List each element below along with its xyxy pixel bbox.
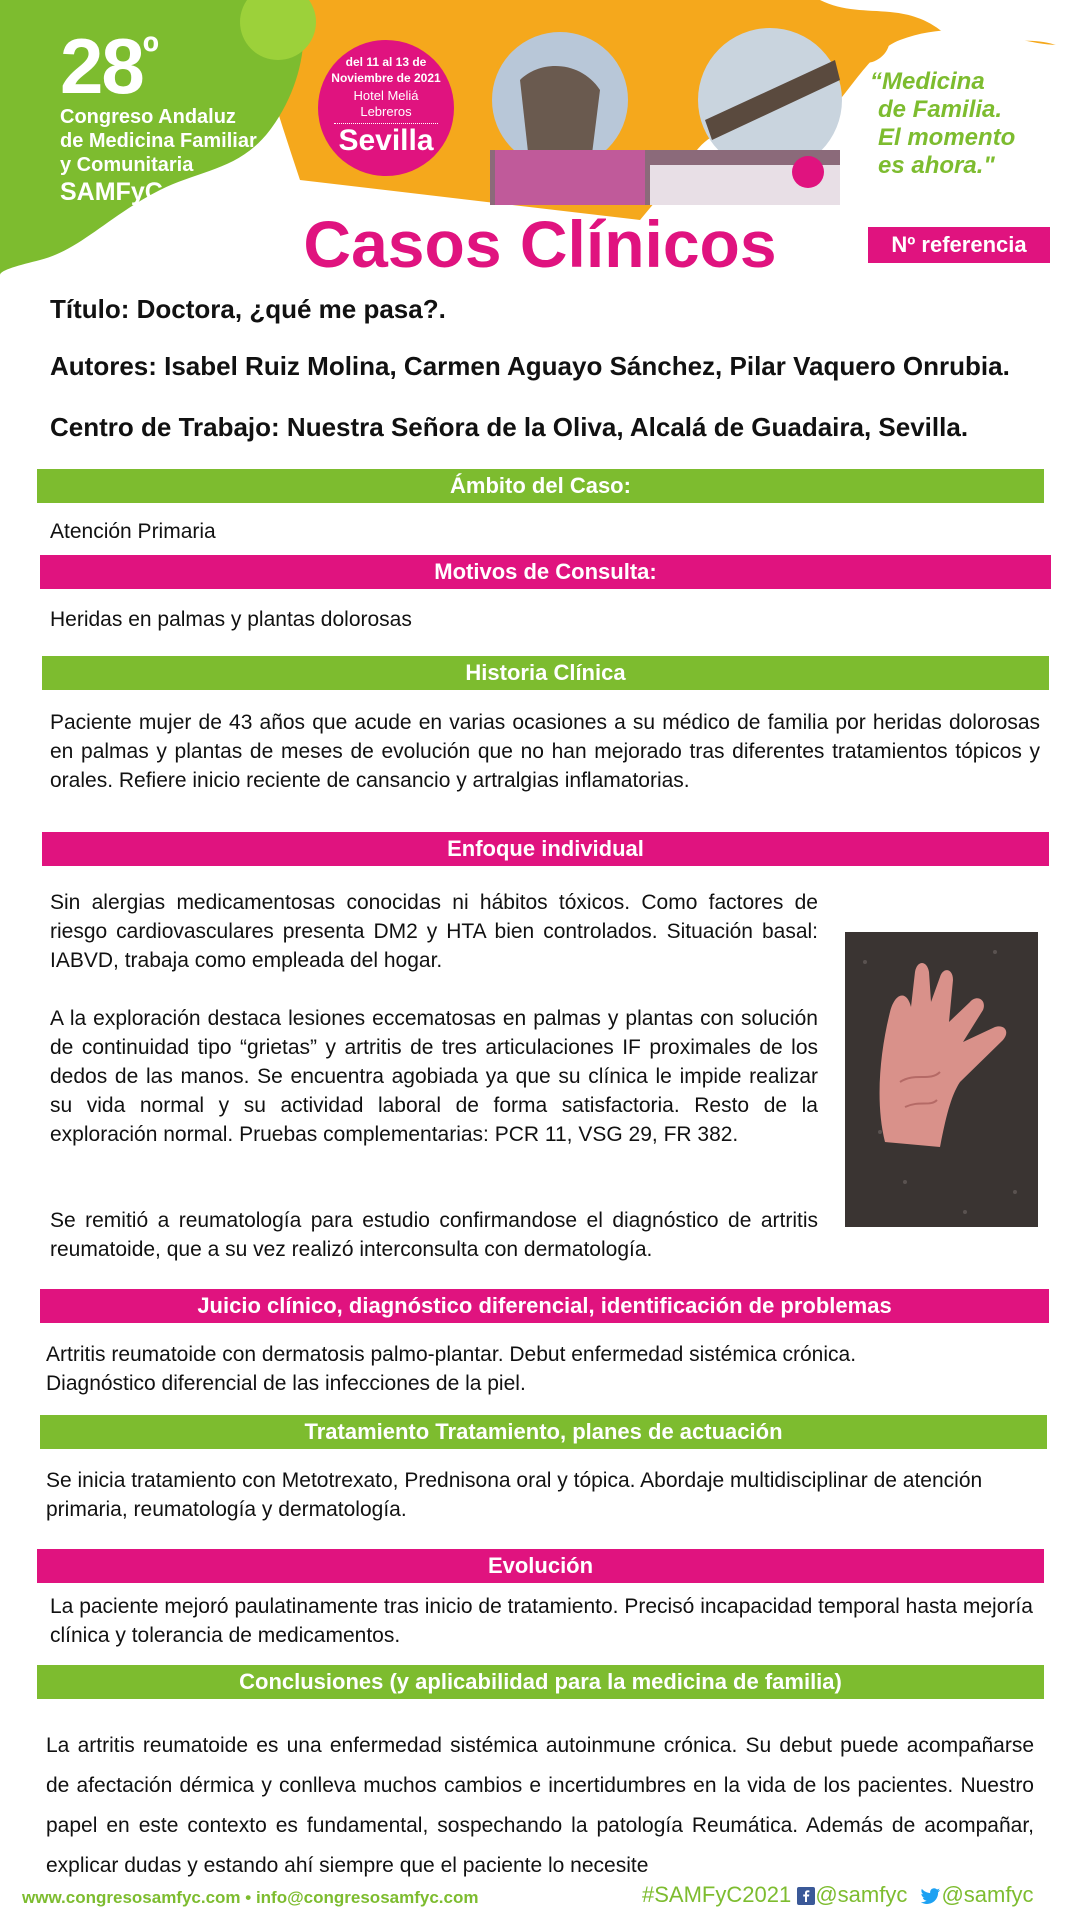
congress-org: SAMFyC bbox=[60, 178, 163, 206]
congress-line-3: y Comunitaria bbox=[60, 154, 194, 176]
congress-logo bbox=[60, 14, 257, 207]
quote-line-3: El momento bbox=[878, 124, 1016, 151]
twitter-icon bbox=[921, 1885, 941, 1911]
slogan-quote bbox=[870, 68, 1016, 180]
section-text-conclusiones: La artritis reumatoide es una enfermedad sistémica autoinmune crónica. Su debut puede acompañarse de afectación dérmica y conlleva muchos cambios e incertidumbres en la vida de los pacientes. Nuestro papel en este contexto es fundamental, sospechando la patología Reumática. Además de acompañar, explicar dudas y estando ahí siempre que el paciente lo necesite bbox=[46, 1734, 1034, 1877]
section-text-enfoque-1: Sin alergias medicamentosas conocidas ni hábitos tóxicos. Como factores de riesgo cardiovasculares presenta DM2 y HTA bien controlados. Situación basal: IABVD, trabaja como empleada del hogar. bbox=[50, 891, 818, 972]
section-heading-evolucion: Evolución bbox=[37, 1549, 1044, 1583]
section-heading-motivos: Motivos de Consulta: bbox=[40, 555, 1051, 589]
case-title: Título: Doctora, ¿qué me pasa?. bbox=[50, 294, 446, 324]
footer-social bbox=[642, 1882, 1033, 1911]
section-heading-conclusiones: Conclusiones (y aplicabilidad para la medicina de familia) bbox=[37, 1665, 1044, 1699]
date-line-2: Noviembre de 2021 bbox=[331, 71, 441, 85]
section-text-historia: Paciente mujer de 43 años que acude en varias ocasiones a su médico de familia por heridas dolorosas en palmas y plantas de meses de evolución que no han mejorado tras diferentes tratamientos tópicos y orales. Refiere inicio reciente de cansancio y artralgias inflamatorias. bbox=[50, 711, 1040, 792]
case-authors: Autores: Isabel Ruiz Molina, Carmen Aguayo Sánchez, Pilar Vaquero Onrubia. bbox=[50, 351, 1010, 381]
edition-suffix: º bbox=[142, 28, 157, 77]
quote-line-4: es ahora." bbox=[878, 152, 995, 179]
edition-number: 28 bbox=[60, 22, 143, 110]
section-text-juicio-1: Artritis reumatoide con dermatosis palmo-plantar. Debut enfermedad sistémica crónica. bbox=[46, 1343, 857, 1366]
clinical-photo-hand bbox=[845, 932, 1038, 1227]
section-heading-enfoque: Enfoque individual bbox=[42, 832, 1049, 866]
footer-twitter: @samfyc bbox=[941, 1882, 1034, 1907]
page-title: Casos Clínicos bbox=[303, 207, 777, 281]
section-text-ambito: Atención Primaria bbox=[50, 520, 216, 543]
section-text-enfoque-2: A la exploración destaca lesiones eccematosas en palmas y plantas con solución de continuidad tipo “grietas” y artritis de tres articulaciones IF proximales de los dedos de las manos. Se encuentra agobiada ya que su clínica le impide realizar su vida normal y su actividad laboral de forma satisfactoria. Resto de la exploración normal. Pruebas complementarias: PCR 11, VSG 29, FR 382. bbox=[50, 1007, 818, 1146]
congress-line-2: de Medicina Familiar bbox=[60, 130, 257, 152]
footer-facebook: @samfyc bbox=[815, 1882, 908, 1907]
quote-line-1: “Medicina bbox=[870, 68, 985, 95]
facebook-icon bbox=[797, 1885, 815, 1911]
section-text-tratamiento: Se inicia tratamiento con Metotrexato, Prednisona oral y tópica. Abordaje multidisciplinar de atención primaria, reumatología y dermatología. bbox=[46, 1469, 983, 1521]
section-heading-tratamiento: Tratamiento Tratamiento, planes de actuación bbox=[40, 1415, 1047, 1449]
section-text-motivos: Heridas en palmas y plantas dolorosas bbox=[50, 608, 412, 631]
venue: Hotel Meliá Lebreros bbox=[334, 88, 438, 124]
section-text-evolucion: La paciente mejoró paulatinamente tras inicio de tratamiento. Precisó incapacidad temporal hasta mejoría clínica y tolerancia de medicamentos. bbox=[50, 1595, 1033, 1647]
congress-line-1: Congreso Andaluz bbox=[60, 106, 236, 128]
date-badge bbox=[318, 40, 454, 176]
section-heading-historia: Historia Clínica bbox=[42, 656, 1049, 690]
date-line-1: del 11 al 13 de bbox=[345, 55, 427, 69]
city: Sevilla bbox=[338, 124, 434, 157]
section-heading-ambito: Ámbito del Caso: bbox=[37, 469, 1044, 503]
quote-line-2: de Familia. bbox=[878, 96, 1003, 123]
case-workplace: Centro de Trabajo: Nuestra Señora de la Oliva, Alcalá de Guadaira, Sevilla. bbox=[50, 412, 969, 442]
section-heading-juicio: Juicio clínico, diagnóstico diferencial, identificación de problemas bbox=[40, 1289, 1049, 1323]
section-text-juicio-2: Diagnóstico diferencial de las infecciones de la piel. bbox=[46, 1372, 526, 1395]
section-text-enfoque-3: Se remitió a reumatología para estudio confirmandose el diagnóstico de artritis reumatoide, que a su vez realizó interconsulta con dermatología. bbox=[50, 1209, 818, 1261]
footer-hashtag: #SAMFyC2021 bbox=[642, 1882, 792, 1907]
reference-badge: Nº referencia bbox=[868, 227, 1050, 263]
footer-contact: www.congresosamfyc.com • info@congresosamfyc.com bbox=[22, 1888, 479, 1907]
